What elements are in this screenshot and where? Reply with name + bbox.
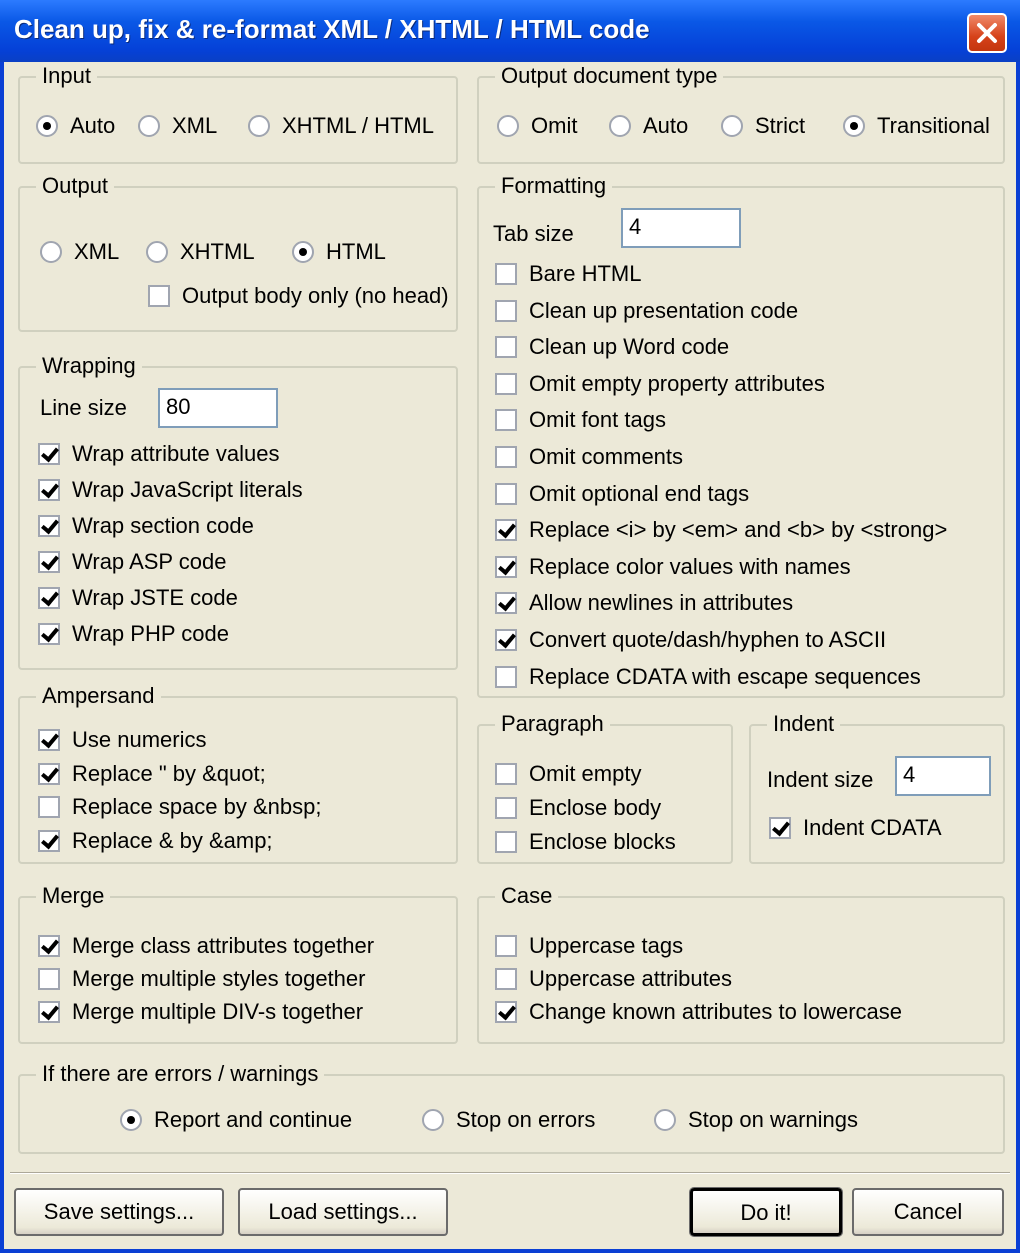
checkbox-control[interactable]	[38, 729, 60, 751]
button-separator	[10, 1172, 1010, 1174]
radio-label: XHTML / HTML	[282, 113, 434, 138]
checkbox-label: Replace CDATA with escape sequences	[529, 663, 921, 689]
checkbox-control[interactable]	[769, 817, 791, 839]
radio-label: Transitional	[877, 113, 990, 138]
radio-label: Strict	[755, 113, 806, 138]
tab-size-label: Tab size	[493, 221, 574, 246]
radio-control[interactable]	[422, 1109, 444, 1131]
checkbox-control[interactable]	[495, 968, 517, 990]
checkbox-control[interactable]	[495, 831, 517, 853]
paragraph-group	[477, 711, 733, 864]
checkbox-control[interactable]	[495, 373, 517, 395]
checkbox-label: Uppercase attributes	[529, 966, 732, 991]
checkbox-control[interactable]	[495, 336, 517, 358]
radio-control[interactable]	[843, 115, 865, 137]
radio-label: Omit	[531, 113, 578, 138]
merge-legend: Merge	[36, 882, 110, 910]
checkbox-control[interactable]	[38, 830, 60, 852]
checkbox-label: Indent CDATA	[803, 815, 942, 840]
checkbox-label: Enclose blocks	[529, 829, 676, 854]
checkbox-label: Merge multiple styles together	[72, 966, 366, 991]
checkbox-label: Omit optional end tags	[529, 480, 750, 506]
checkbox-label: Clean up Word code	[529, 334, 730, 360]
title-bar	[0, 0, 1020, 62]
output-group-legend: Output	[36, 172, 114, 200]
checkbox-label: Omit comments	[529, 444, 684, 469]
output-group	[18, 173, 458, 332]
checkbox-control[interactable]	[38, 515, 60, 537]
checkbox-label: Wrap ASP code	[72, 549, 227, 574]
input-group-legend: Input	[36, 62, 97, 90]
checkbox-control[interactable]	[495, 409, 517, 431]
checkbox-control[interactable]	[38, 443, 60, 465]
wrapping-group	[18, 353, 458, 670]
radio-label: Auto	[70, 113, 116, 138]
checkbox-control[interactable]	[495, 556, 517, 578]
load-settings-button[interactable]: Load settings...	[238, 1188, 448, 1236]
checkbox-control[interactable]	[38, 796, 60, 818]
radio-control[interactable]	[721, 115, 743, 137]
checkbox-control[interactable]	[495, 300, 517, 322]
radio-control[interactable]	[40, 241, 62, 263]
checkbox-label: Replace color values with names	[529, 553, 851, 579]
radio-control[interactable]	[36, 115, 58, 137]
checkbox-control[interactable]	[38, 763, 60, 785]
checkbox-label: Clean up presentation code	[529, 297, 799, 323]
cancel-button[interactable]: Cancel	[852, 1188, 1004, 1236]
radio-control[interactable]	[146, 241, 168, 263]
radio-label: XML	[172, 113, 218, 138]
checkbox-control[interactable]	[38, 935, 60, 957]
checkbox-label: Wrap JSTE code	[72, 585, 238, 610]
radio-label: Auto	[643, 113, 689, 138]
radio-control[interactable]	[497, 115, 519, 137]
output-doctype-legend: Output document type	[495, 62, 723, 90]
indent-group	[749, 711, 1005, 864]
checkbox-control[interactable]	[495, 592, 517, 614]
radio-control[interactable]	[292, 241, 314, 263]
radio-label: Report and continue	[154, 1107, 353, 1132]
radio-control[interactable]	[120, 1109, 142, 1131]
save-settings-button[interactable]: Save settings...	[14, 1188, 224, 1236]
checkbox-control[interactable]	[38, 1001, 60, 1023]
merge-group	[18, 883, 458, 1044]
indent-size-input[interactable]: 4	[895, 756, 991, 796]
checkbox-control[interactable]	[495, 446, 517, 468]
checkbox-control[interactable]	[495, 263, 517, 285]
ampersand-legend: Ampersand	[36, 682, 161, 710]
formatting-legend: Formatting	[495, 172, 612, 200]
checkbox-label: Output body only (no head)	[182, 283, 449, 308]
radio-label: Stop on errors	[456, 1107, 596, 1132]
radio-control[interactable]	[248, 115, 270, 137]
radio-control[interactable]	[654, 1109, 676, 1131]
radio-control[interactable]	[609, 115, 631, 137]
checkbox-label: Merge class attributes together	[72, 933, 375, 958]
indent-legend: Indent	[767, 710, 840, 738]
checkbox-label: Merge multiple DIV-s together	[72, 999, 364, 1024]
output-doctype-group	[477, 63, 1005, 164]
checkbox-control[interactable]	[495, 935, 517, 957]
checkbox-control[interactable]	[495, 519, 517, 541]
errors-legend: If there are errors / warnings	[36, 1060, 324, 1088]
checkbox-label: Replace " by &quot;	[72, 760, 266, 786]
paragraph-legend: Paragraph	[495, 710, 610, 738]
checkbox-label: Wrap JavaScript literals	[72, 477, 303, 502]
checkbox-label: Omit empty property attributes	[529, 370, 825, 396]
checkbox-label: Uppercase tags	[529, 933, 684, 958]
checkbox-label: Wrap PHP code	[72, 621, 229, 646]
line-size-input[interactable]: 80	[158, 388, 278, 428]
indent-size-label: Indent size	[767, 767, 874, 792]
input-group	[18, 63, 458, 164]
checkbox-label: Allow newlines in attributes	[529, 590, 794, 616]
checkbox-label: Enclose body	[529, 795, 662, 820]
checkbox-control[interactable]	[38, 623, 60, 645]
formatting-group	[477, 173, 1005, 698]
checkbox-label: Omit empty	[529, 761, 642, 786]
checkbox-control[interactable]	[495, 763, 517, 785]
checkbox-label: Convert quote/dash/hyphen to ASCII	[529, 627, 887, 652]
errors-group	[18, 1061, 1005, 1154]
checkbox-label: Replace <i> by <em> and <b> by <strong>	[529, 517, 948, 543]
ampersand-group	[18, 683, 458, 864]
checkbox-label: Change known attributes to lowercase	[529, 999, 902, 1024]
checkbox-label: Replace & by &amp;	[72, 827, 273, 853]
checkbox-control[interactable]	[38, 968, 60, 990]
close-icon	[976, 22, 998, 44]
checkbox-control[interactable]	[38, 587, 60, 609]
checkbox-label: Wrap attribute values	[72, 441, 280, 466]
checkbox-control[interactable]	[495, 629, 517, 651]
do-it-button[interactable]: Do it!	[690, 1188, 842, 1236]
checkbox-control[interactable]	[495, 1001, 517, 1023]
checkbox-control[interactable]	[38, 479, 60, 501]
radio-label: XML	[74, 239, 120, 264]
line-size-label: Line size	[40, 395, 127, 420]
checkbox-label: Replace space by &nbsp;	[72, 794, 322, 819]
checkbox-control[interactable]	[38, 551, 60, 573]
checkbox-control[interactable]	[495, 483, 517, 505]
checkbox-control[interactable]	[495, 797, 517, 819]
tab-size-input[interactable]: 4	[621, 208, 741, 248]
case-legend: Case	[495, 882, 558, 910]
radio-label: Stop on warnings	[688, 1107, 858, 1132]
case-group	[477, 883, 1005, 1044]
checkbox-control[interactable]	[495, 666, 517, 688]
checkbox-label: Use numerics	[72, 727, 207, 752]
window-title: Clean up, fix & re-format XML / XHTML / HTML code	[14, 14, 650, 44]
radio-label: XHTML	[180, 239, 255, 264]
checkbox-label: Bare HTML	[529, 261, 642, 286]
close-button[interactable]	[967, 13, 1007, 53]
radio-label: HTML	[326, 239, 386, 264]
wrapping-legend: Wrapping	[36, 352, 142, 380]
checkbox-label: Omit font tags	[529, 407, 666, 433]
checkbox-control[interactable]	[148, 285, 170, 307]
radio-control[interactable]	[138, 115, 160, 137]
checkbox-label: Wrap section code	[72, 513, 254, 538]
